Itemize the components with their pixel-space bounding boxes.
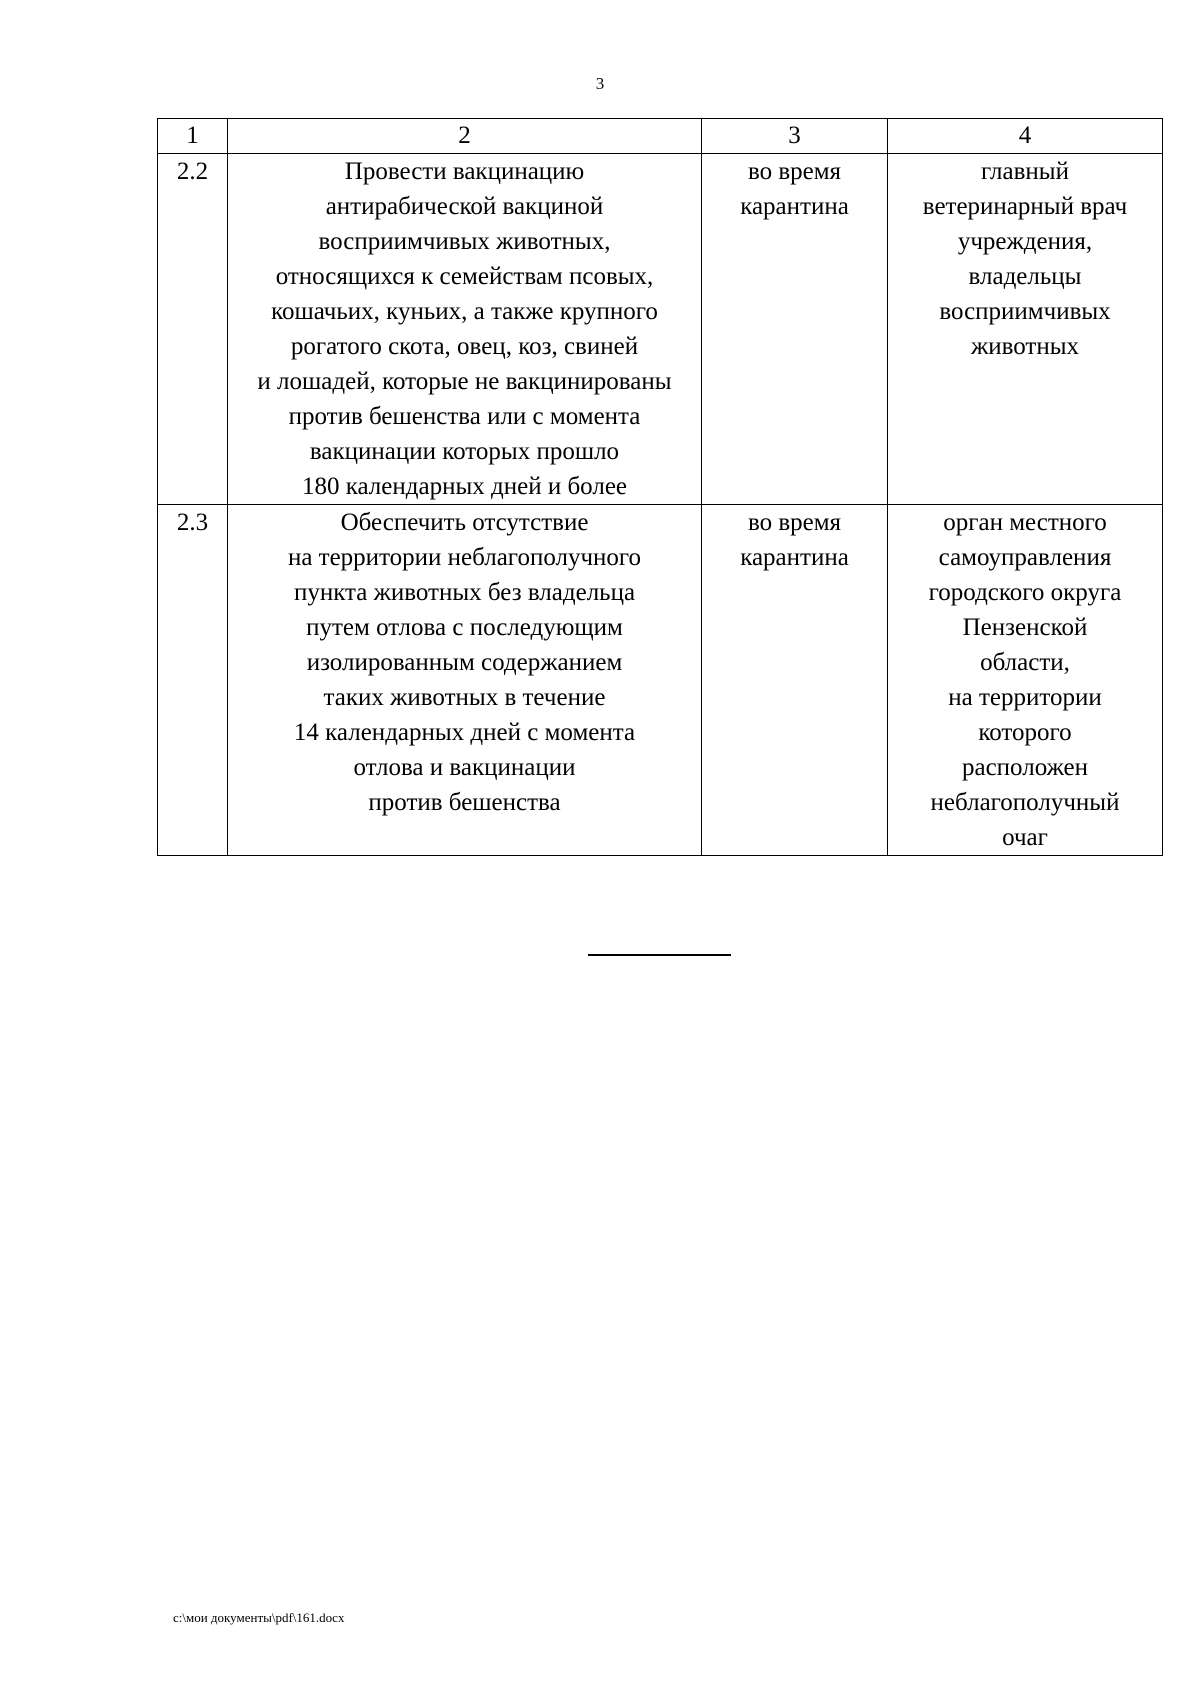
- row-number-cell: 2.3: [158, 505, 228, 856]
- responsible-cell: орган местного самоуправления городского округа Пензенской области, на территории которого расположен неблагополучный очаг: [888, 505, 1163, 856]
- term-cell: во время карантина: [702, 505, 888, 856]
- table-header-row: [158, 119, 1163, 154]
- responsible-cell: главный ветеринарный врач учреждения, владельцы восприимчивых животных: [888, 154, 1163, 505]
- end-of-document-rule: [588, 954, 731, 956]
- header-cell-2: 2: [228, 119, 702, 154]
- table-row: [158, 154, 1163, 505]
- header-cell-3: 3: [702, 119, 888, 154]
- table-row: [158, 505, 1163, 856]
- row-number-cell: 2.2: [158, 154, 228, 505]
- page-number: 3: [595, 74, 605, 93]
- header-cell-4: 4: [888, 119, 1163, 154]
- header-cell-1: 1: [158, 119, 228, 154]
- measures-table: [157, 118, 1163, 856]
- footer-file-path: c:\мои документы\pdf\161.docx: [173, 1610, 345, 1625]
- action-cell: Обеспечить отсутствие на территории неблагополучного пункта животных без владельца путем отлова с последующим изолированным содержанием таких животных в течение 14 календарных дней с момента отлова и вакцинации против бешенства: [228, 505, 702, 856]
- action-cell: Провести вакцинацию антирабической вакциной восприимчивых животных, относящихся к семействам псовых, кошачьих, куньих, а также крупного рогатого скота, овец, коз, свиней и лошадей, которые не вакцинированы против бешенства или с момента вакцинации которых прошло 180 календарных дней и более: [228, 154, 702, 505]
- term-cell: во время карантина: [702, 154, 888, 505]
